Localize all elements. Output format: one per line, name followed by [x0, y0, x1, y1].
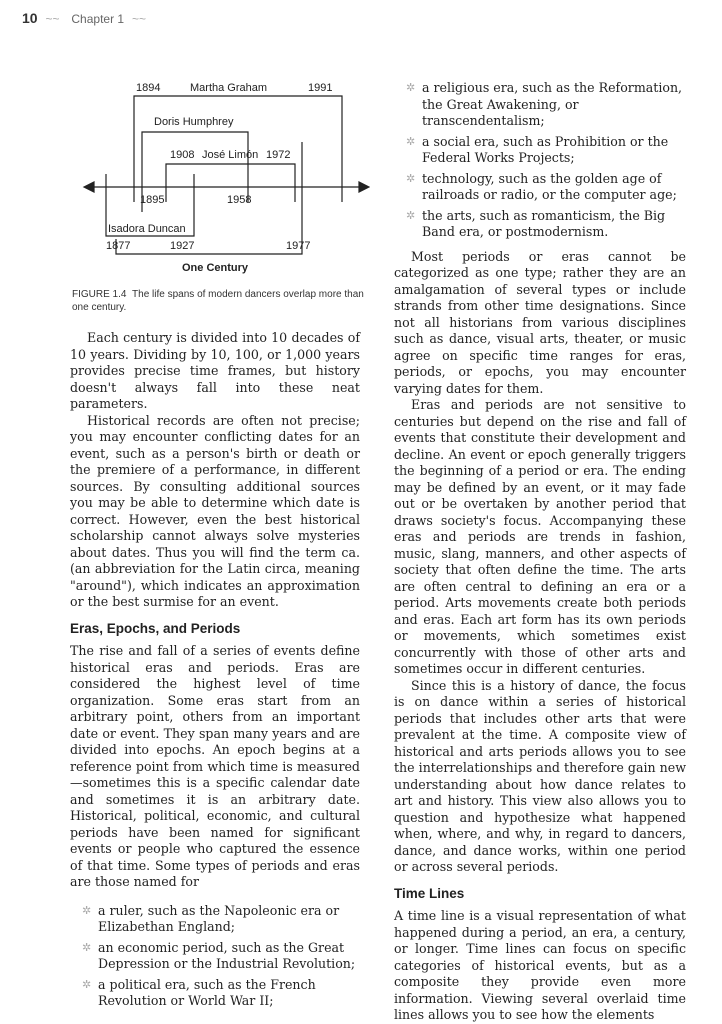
list-item: ✲ a ruler, such as the Napoleonic era or Elizabethan England; — [82, 902, 340, 934]
bullet-list — [394, 80, 686, 241]
paragraph: The rise and fall of a series of events define historical eras and periods. Eras are considered the highest level of time organization. Some eras start from an arbitrary point, others from an important date or event. They span many years and are divided into epochs. An epoch begins at a reference point from which time is measured—sometimes this is a specific calendar date and sometimes it is an arbitrary date. Historical, political, economic, and cultural periods have been named for significant events or people who captured the essence of that time. Some types of periods and eras are those named for — [70, 643, 360, 889]
bullet-icon: ✲ — [406, 134, 416, 148]
caption-text: The life spans of modern dancers overlap more than one century. — [72, 289, 364, 313]
paragraph: A time line is a visual representation of what happened during a period, an era, a century, or longer. Time lines can focus on specific categories of historical events, but as a composite they provide even more information. Viewing several overlaid time lines allows you to see how the elements — [394, 908, 686, 1022]
list-item: ✲ the arts, such as romanticism, the Big Band era, or postmodernism. — [406, 207, 666, 239]
paragraph: Each century is divided into 10 decades of 10 years. Dividing by 10, 100, or 1,000 years provides precise time frames, but history doesn't always fall into these neat parameters. — [70, 330, 360, 411]
label-graham-end: 1991 — [308, 82, 333, 94]
ornament-icon: ~~ — [45, 12, 60, 26]
figure-caption — [72, 288, 364, 314]
section-heading: Eras, Epochs, and Periods — [70, 620, 241, 636]
label-1958: 1958 — [227, 194, 252, 206]
axis-arrow-left — [84, 182, 94, 192]
axis-arrow-right — [359, 182, 369, 192]
label-limon-start: 1908 — [170, 149, 195, 161]
label-limon-name: José Limón — [202, 149, 259, 161]
ornament-icon: ~~ — [131, 12, 146, 26]
bullet-icon: ✲ — [82, 903, 92, 917]
paragraph: Eras and periods are not sensitive to centuries but depend on the rise and fall of events that constitute their development and decline. An event or epoch generally triggers the beginning of a period or era. The ending may be defined by an event, or it may fade out or be overtaken by another period that draws society's focus. Accompanying these eras and periods are trends in fashion, music, slang, manners, and other aspects of society that often define the time. The arts are often central to defining an era or a period. Arts movements create both periods and eras. Each art form has its own periods or movements, which sometimes exist concurrently with those of other arts and sometimes occur in different centuries. — [394, 397, 686, 676]
label-one-century: One Century — [182, 262, 249, 274]
list-item: ✲ a social era, such as Prohibition or the Federal Works Projects; — [406, 133, 669, 165]
bullet-list — [70, 903, 360, 1010]
label-limon-end: 1972 — [266, 149, 291, 161]
timeline-figure — [70, 74, 370, 284]
label-1895: 1895 — [140, 194, 165, 206]
label-duncan-end: 1927 — [170, 240, 195, 252]
label-graham-start: 1894 — [136, 82, 161, 94]
paragraph: Most periods or eras cannot be categorized as one type; rather they are an amalgamation of several types or include strands from other time designations. Since not all historians from various disciplines such as dance, visual arts, theater, or music agree on specific time ranges for eras, periods, or epochs, you may encounter varying dates for them. — [394, 248, 686, 396]
bullet-icon: ✲ — [82, 977, 92, 991]
page-number: 10 — [22, 10, 38, 26]
timeline-diagram — [70, 74, 370, 284]
label-duncan-start: 1877 — [106, 240, 131, 252]
left-column — [70, 330, 360, 1014]
running-header — [22, 10, 146, 26]
right-column — [394, 80, 686, 1024]
section-heading: Time Lines — [394, 885, 465, 901]
list-item: ✲ an economic period, such as the Great Depression or the Industrial Revolution; — [82, 939, 356, 971]
chapter-label: Chapter 1 — [71, 12, 125, 26]
bullet-icon: ✲ — [82, 940, 92, 954]
label-duncan-name: Isadora Duncan — [108, 223, 186, 235]
caption-label: FIGURE 1.4 — [72, 289, 127, 300]
list-item: ✲ a political era, such as the French Revolution or World War II; — [82, 976, 316, 1008]
label-graham-name: Martha Graham — [190, 82, 268, 94]
paragraph: Since this is a history of dance, the focus is on dance within a series of historical periods that includes other arts that were prevalent at the time. A composite view of historical and arts periods allows you to see the interrelationships and therefore gain new understanding about how dance relates to art and history. This view also allows you to question and hypothesize what happened when, where, and why, in regard to dancers, dance, and dance works, within one period or across several periods. — [394, 677, 686, 874]
label-century-end: 1977 — [286, 240, 311, 252]
list-item: ✲ a religious era, such as the Reformation, the Great Awakening, or transcendentalism; — [406, 80, 683, 128]
bullet-icon: ✲ — [406, 171, 416, 185]
paragraph: Historical records are often not precise; you may encounter conflicting dates for an event, such as a person's birth or death or the premiere of a performance, in different sources. By consulting additional sources you may be able to determine which date is correct. However, even the best historical scholarship cannot always solve mysteries about dates. Thus you will find the term ca. (an abbreviation for the Latin circa, meaning "around"), which indicates an approximation or the best surmise for an event. — [70, 412, 360, 609]
bullet-icon: ✲ — [406, 208, 416, 222]
bullet-icon: ✲ — [406, 81, 416, 94]
label-humphrey-name: Doris Humphrey — [154, 116, 234, 128]
list-item: ✲ technology, such as the golden age of railroads or radio, or the computer age; — [406, 170, 677, 202]
